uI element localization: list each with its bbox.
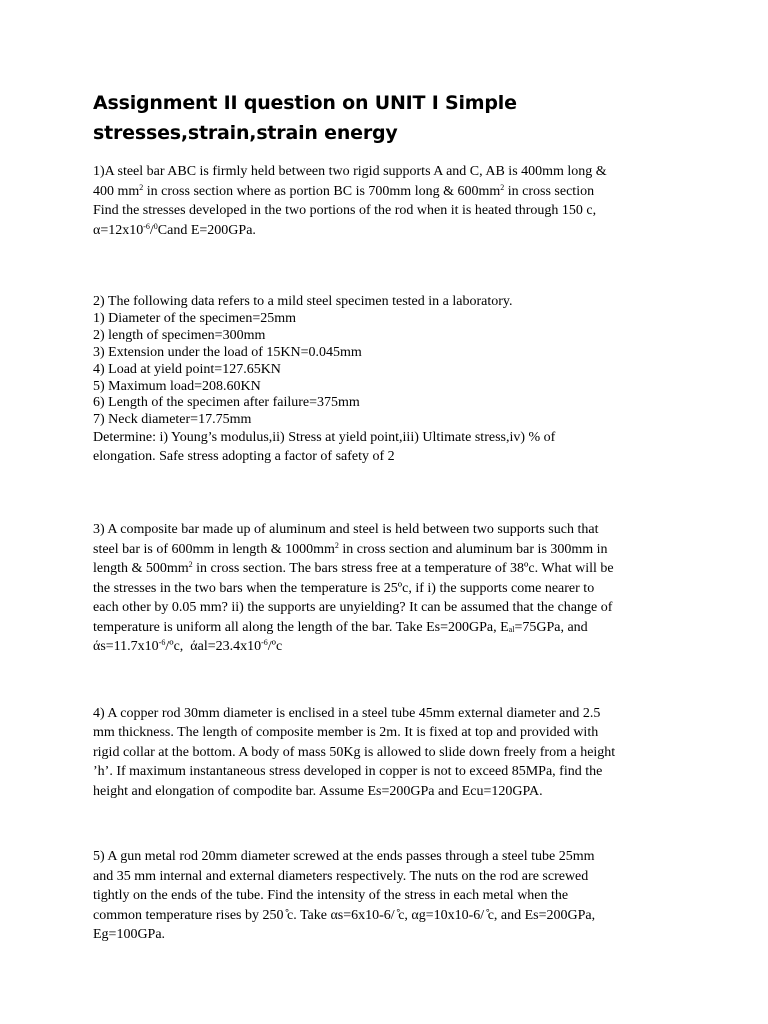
q3-text: /ºc bbox=[267, 639, 283, 655]
q3-text: in cross section. The bars stress free at a temperature of 38ºc. What will be bbox=[192, 561, 614, 577]
q4-line: ’h’. If maximum instantaneous stress developed in copper is not to exceed 85MPa, find the bbox=[93, 764, 603, 780]
q3-line bbox=[93, 637, 683, 657]
title-line-2: stresses,strain,strain energy bbox=[93, 122, 398, 144]
q2-line: 2) The following data refers to a mild steel specimen tested in a laboratory. bbox=[93, 294, 513, 309]
q3-line bbox=[93, 540, 683, 560]
q3-text: steel bar is of 600mm in length & 1000mm bbox=[93, 541, 335, 557]
q3-superscript: 2 bbox=[334, 540, 339, 550]
document-title bbox=[93, 88, 683, 148]
title-line-1: Assignment II question on UNIT I Simple bbox=[93, 92, 517, 114]
q2-line: 6) Length of the specimen after failure=375mm bbox=[93, 395, 360, 411]
q1-text: in cross section where as portion BC is 700mm long & 600mm bbox=[143, 183, 501, 199]
q1-text: 400 mm bbox=[93, 183, 140, 199]
q5-line: 5) A gun metal rod 20mm diameter screwed at the ends passes through a steel tube 25mm bbox=[93, 849, 595, 865]
q1-superscript: 0 bbox=[153, 221, 158, 231]
q2-line: elongation. Safe stress adopting a factor of safety of 2 bbox=[93, 449, 395, 465]
q2-line: 7) Neck diameter=17.75mm bbox=[93, 412, 252, 428]
q3-line: the stresses in the two bars when the temperature is 25ºc, if i) the supports come nearer to bbox=[93, 580, 595, 596]
q2-line: 4) Load at yield point=127.65KN bbox=[93, 361, 281, 377]
q1-text: Cand E=200GPa. bbox=[157, 222, 256, 238]
q5-line: tightly on the ends of the tube. Find the intensity of the stress in each metal when the bbox=[93, 888, 569, 904]
q4-line: 4) A copper rod 30mm diameter is enclised in a steel tube 45mm external diameter and 2.5 bbox=[93, 705, 601, 721]
q2-line: Determine: i) Young’s modulus,ii) Stress at yield point,iii) Ultimate stress,iv) % of bbox=[93, 430, 556, 446]
q3-text: length & 500mm bbox=[93, 561, 189, 577]
q1-text: in cross section bbox=[504, 183, 595, 199]
question-1 bbox=[93, 162, 683, 240]
q1-text: α=12x10 bbox=[93, 222, 144, 238]
q3-line: each other by 0.05 mm? ii) the supports are unyielding? It can be assumed that the change of bbox=[93, 600, 613, 616]
q3-superscript: 2 bbox=[188, 560, 193, 570]
q3-text: temperature is uniform all along the length of the bar. Take Es=200GPa, E bbox=[93, 619, 509, 635]
document-page bbox=[93, 88, 683, 945]
q4-line: height and elongation of compodite bar. Assume Es=200GPa and Ecu=120GPA. bbox=[93, 783, 543, 799]
q3-text: /ºc, άal=23.4x10 bbox=[165, 639, 262, 655]
q1-text: / bbox=[149, 222, 154, 238]
q3-subscript: al bbox=[508, 624, 515, 634]
q2-line: 5) Maximum load=208.60KN bbox=[93, 378, 261, 394]
q4-line: rigid collar at the bottom. A body of mass 50Kg is allowed to slide down freely from a height bbox=[93, 744, 616, 760]
q3-superscript: -6 bbox=[261, 638, 268, 648]
q3-text: =75GPa, and bbox=[514, 619, 588, 635]
q2-line: 3) Extension under the load of 15KN=0.045mm bbox=[93, 344, 362, 360]
q2-line: 2) length of specimen=300mm bbox=[93, 327, 266, 343]
question-4 bbox=[93, 704, 683, 802]
q1-superscript: 2 bbox=[139, 182, 144, 192]
q3-text: in cross section and aluminum bar is 300mm in bbox=[338, 541, 608, 557]
q3-line bbox=[93, 559, 683, 579]
q2-line: 1) Diameter of the specimen=25mm bbox=[93, 310, 297, 326]
q3-line bbox=[93, 618, 683, 638]
q5-line: common temperature rises by 250 ̊c. Take αs=6x10-6/ ̊c, αg=10x10-6/ ̊c, and Es=200GPa, bbox=[93, 907, 596, 923]
q1-superscript: -6 bbox=[143, 221, 150, 231]
q1-line bbox=[93, 221, 683, 241]
q3-superscript: -6 bbox=[158, 638, 166, 648]
q3-text: άs=11.7x10 bbox=[93, 639, 159, 655]
q1-line bbox=[93, 182, 683, 202]
q1-line: 1)A steel bar ABC is firmly held between two rigid supports A and C, AB is 400mm long & bbox=[93, 164, 607, 179]
q1-line: Find the stresses developed in the two portions of the rod when it is heated through 150 c, bbox=[93, 203, 597, 218]
q3-line: 3) A composite bar made up of aluminum and steel is held between two supports such that bbox=[93, 522, 599, 538]
question-3 bbox=[93, 520, 683, 657]
question-2 bbox=[93, 294, 683, 466]
q5-line: and 35 mm internal and external diameters respectively. The nuts on the rod are screwed bbox=[93, 868, 589, 884]
question-5 bbox=[93, 847, 683, 945]
q5-line: Eg=100GPa. bbox=[93, 927, 166, 943]
q1-superscript: 2 bbox=[500, 182, 505, 192]
q4-line: mm thickness. The length of composite member is 2m. It is fixed at top and provided with bbox=[93, 725, 599, 741]
